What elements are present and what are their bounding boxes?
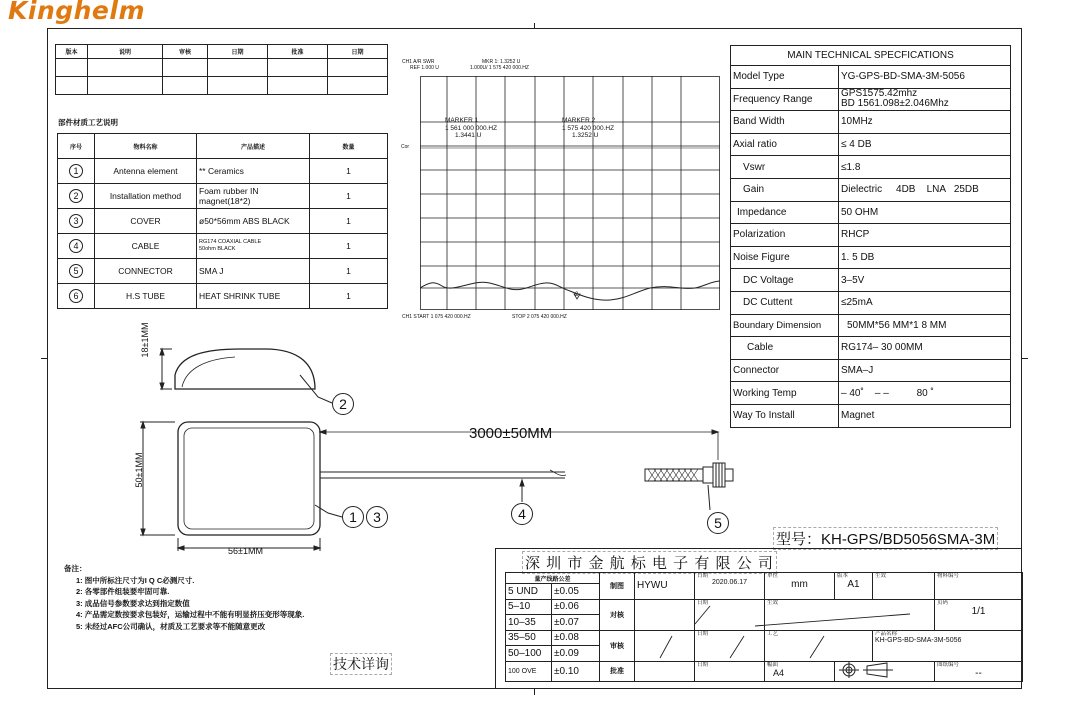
vna-marker1-value: 1.3441 U	[455, 132, 482, 139]
process-label: 工艺	[767, 630, 779, 637]
spec-label: DC Cuttent	[731, 291, 839, 314]
vna-marker1-freq: 1 561 000 000.HZ	[445, 124, 498, 132]
drawing-number-value: --	[975, 667, 982, 679]
vna-marker1-box	[445, 117, 497, 140]
tolerance-value: ±0.07	[552, 615, 600, 631]
spec-label: Vswr	[731, 156, 839, 179]
dim-length: 56±1MM	[228, 546, 263, 556]
spec-label: Working Temp	[731, 382, 839, 405]
vna-stop-label: STOP 2 075 420 000.HZ	[512, 314, 567, 320]
tolerance-value: ±0.08	[552, 630, 600, 646]
vna-marker-symbol: 2	[575, 292, 579, 298]
tolerance-value: ±0.05	[552, 584, 600, 600]
bom-row-desc: RG174 COAXIAL CABLE	[199, 239, 262, 245]
frame-tick-bottom	[534, 689, 535, 695]
bom-row-desc: Foam rubber IN	[199, 186, 259, 196]
spec-row	[731, 404, 1011, 427]
spec-value: RG174– 30 00MM	[839, 337, 1011, 360]
version-value: A1	[847, 579, 860, 590]
rev-header-desc: 说明	[88, 45, 163, 59]
spec-value: Magnet	[839, 404, 1011, 427]
spec-value: YG-GPS-BD-SMA-3M-5056	[839, 66, 1011, 89]
tolerance-range: 35–50	[506, 630, 552, 646]
bom-row-qty: 1	[310, 259, 388, 284]
callout-2: 2	[332, 393, 354, 415]
bom-row-qty: 1	[310, 159, 388, 184]
callout-5: 5	[707, 512, 729, 534]
bom-table	[57, 133, 388, 309]
spec-title: MAIN TECHNICAL SPECFICATIONS	[731, 46, 1011, 66]
spec-label: DC Voltage	[731, 269, 839, 292]
approve-label: 批准	[600, 661, 635, 681]
spec-label: Band Width	[731, 111, 839, 134]
spec-value: GPS1575.42mhz	[841, 88, 918, 100]
bom-row-number: 5	[69, 264, 83, 278]
bom-header-no: 序号	[58, 134, 95, 159]
vna-marker2-box	[562, 117, 614, 140]
note-item: 1: 图中所标注尺寸为I Q C必测尺寸.	[76, 575, 195, 585]
frame-tick-right	[1022, 358, 1028, 359]
rev-header-date: 日期	[208, 45, 268, 59]
bom-row-qty: 1	[310, 209, 388, 234]
bom-row	[58, 184, 388, 209]
note-item: 5: 未经过AFC公司确认，材质及工艺要求等不能随意更改	[76, 621, 266, 631]
bom-row-desc: ** Ceramics	[197, 159, 310, 184]
vna-header-left	[402, 59, 439, 71]
spec-row	[731, 111, 1011, 134]
bom-row-name: H.S TUBE	[95, 284, 197, 309]
sheet-value: 1/1	[971, 605, 986, 617]
bom-row-name: CONNECTOR	[95, 259, 197, 284]
vna-marker1-title: MARKER 1	[445, 117, 479, 124]
draw-label: 制图	[600, 573, 635, 600]
approve-date-label: 日期	[697, 661, 709, 668]
date-value: 2020.06.17	[711, 579, 748, 586]
spec-row	[731, 133, 1011, 156]
spec-label: Impedance	[731, 201, 839, 224]
spec-value: 50 OHM	[839, 201, 1011, 224]
note-item: 4: 产品需定数按要求包装好，运输过程中不能有明显挤压变形等现象.	[76, 610, 305, 619]
spec-table	[730, 45, 1011, 428]
bom-row-number: 2	[69, 189, 83, 203]
spec-label: Model Type	[731, 66, 839, 89]
bom-row-qty: 1	[310, 234, 388, 259]
revision-row	[56, 77, 388, 95]
spec-value: ≤25mA	[839, 291, 1011, 314]
spec-value: 3–5V	[839, 269, 1011, 292]
review-date-label: 日期	[697, 630, 709, 637]
bom-row	[58, 234, 388, 259]
revision-header-row	[56, 45, 388, 59]
spec-label: Way To Install	[731, 404, 839, 427]
bom-row-qty: 1	[310, 184, 388, 209]
frame-tick-top	[534, 23, 535, 29]
callout-3: 3	[366, 506, 388, 528]
rev-header-date2: 日期	[328, 45, 388, 59]
spec-value: Dielectric 4DB LNA 25DB	[839, 178, 1011, 201]
bom-row-desc-line2: 50ohm BLACK	[199, 246, 236, 252]
vna-scale-label: 1.000U/ 1 575 420 000.HZ	[470, 65, 529, 71]
part-number-label: 物料编号	[937, 573, 960, 579]
bom-row-name: Installation method	[95, 184, 197, 209]
tolerance-value: ±0.09	[552, 646, 600, 662]
callout-4: 4	[511, 503, 533, 525]
spec-value: SMA–J	[839, 359, 1011, 382]
check-date-label: 日期	[697, 599, 709, 606]
spec-row	[731, 66, 1011, 89]
spec-value: ≤1.8	[839, 156, 1011, 179]
vna-cor-label: Cor	[401, 144, 410, 150]
bom-row	[58, 159, 388, 184]
notes	[64, 563, 304, 632]
vna-plot	[420, 76, 720, 310]
bom-header-qty: 数量	[310, 134, 388, 159]
technical-detail-label: 技术详询	[330, 653, 392, 675]
spec-label: Boundary Dimension	[731, 314, 839, 337]
tolerance-range: 5 UND	[506, 584, 552, 600]
model-label: 型号：KH-GPS/BD5056SMA-3M	[773, 527, 998, 550]
spec-row	[731, 314, 1011, 337]
bom-header-row	[58, 134, 388, 159]
note-item: 2: 各零部件组装要牢固可靠.	[76, 587, 170, 596]
vna-marker2-value: 1.3252 U	[572, 132, 599, 139]
bom-row-number: 3	[69, 214, 83, 228]
brand-logo: Kinghelm	[8, 0, 146, 25]
drawer-name: HYWU	[635, 573, 695, 600]
spec-value: – 40˚ – – 80 ˚	[839, 382, 1011, 405]
bom-title: 部件材质工艺说明	[58, 118, 118, 127]
spec-row	[731, 291, 1011, 314]
spec-label: Frequency Range	[731, 88, 839, 111]
bom-row	[58, 209, 388, 234]
vna-marker2-freq: 1 575 420 000.HZ	[562, 124, 615, 132]
tolerance-header: 量产线路公差	[506, 573, 600, 584]
spec-value-line2: BD 1561.098±2.046Mhz	[841, 98, 949, 110]
note-item: 3: 成品信号参数要求达到指定数值	[76, 598, 190, 608]
dim-cable-length: 3000±50MM	[469, 425, 553, 442]
review-label: 审核	[600, 630, 635, 661]
signature-slashes	[600, 600, 1000, 670]
bom-row	[58, 284, 388, 309]
rev-header-review: 审核	[163, 45, 208, 59]
spec-row	[731, 88, 1011, 111]
vna-mkr-label: MKR 1: 1.3252 U	[482, 59, 521, 65]
tolerance-range: 100 OVE	[506, 661, 552, 681]
tolerance-range: 50–100	[506, 646, 552, 662]
version-label: 版本	[837, 573, 849, 579]
spec-row	[731, 224, 1011, 247]
bom-row-name: CABLE	[95, 234, 197, 259]
callout-1: 1	[342, 506, 364, 528]
spec-row	[731, 269, 1011, 292]
spec-row	[731, 382, 1011, 405]
unit-label: 单位	[767, 573, 779, 579]
date-label: 日期	[697, 573, 709, 579]
sheet-label: 页码	[937, 599, 949, 606]
drawing-number-label: 图纸编号	[937, 661, 960, 668]
spec-row	[731, 178, 1011, 201]
size-label: 幅面	[767, 661, 779, 668]
bom-row-number: 1	[69, 164, 83, 178]
spec-value: RHCP	[839, 224, 1011, 247]
spec-label: Cable	[731, 337, 839, 360]
company-name: 深 圳 市 金 航 标 电 子 有 限 公 司	[522, 551, 777, 574]
notes-title: 备注：	[64, 564, 87, 573]
bom-row-desc: SMA J	[197, 259, 310, 284]
bom-row-number: 6	[69, 289, 83, 303]
spec-label: Polarization	[731, 224, 839, 247]
bom-row-desc: HEAT SHRINK TUBE	[197, 284, 310, 309]
spec-label: Axial ratio	[731, 133, 839, 156]
bom-row-desc-line2: magnet(18*2)	[199, 196, 251, 206]
product-name-value: KH-GPS-BD-SMA-3M-5056	[875, 636, 962, 644]
spec-row	[731, 201, 1011, 224]
unit-value: mm	[791, 579, 808, 590]
bom-row-desc: ø50*56mm ABS BLACK	[197, 209, 310, 234]
spec-value: 50MM*56 MM*1 8 MM	[839, 314, 1011, 337]
spec-row	[731, 337, 1011, 360]
spec-row	[731, 359, 1011, 382]
dim-width: 50±1MM	[134, 452, 144, 488]
spec-label: Connector	[731, 359, 839, 382]
rev-header-approve: 批准	[268, 45, 328, 59]
spec-label: Gain	[731, 178, 839, 201]
tolerance-value: ±0.10	[552, 661, 600, 681]
mechanical-drawing	[110, 335, 750, 560]
vna-start-label: CH1 START 1 075 420 000.HZ	[402, 314, 471, 320]
revision-row	[56, 59, 388, 77]
spec-row	[731, 246, 1011, 269]
spec-row	[731, 156, 1011, 179]
spec-value: ≤ 4 DB	[839, 133, 1011, 156]
bom-row-name: Antenna element	[95, 159, 197, 184]
bom-row-qty: 1	[310, 284, 388, 309]
tolerance-range: 5–10	[506, 599, 552, 615]
check-label: 对核	[600, 599, 635, 630]
product-name-label: 产品名称	[875, 630, 898, 637]
bom-header-name: 物料名称	[95, 134, 197, 159]
size-value: A4	[773, 667, 785, 678]
vna-ref-label: REF 1.000 U	[410, 65, 439, 71]
material-label: 生效	[767, 599, 779, 606]
vna-marker2-title: MARKER 2	[562, 117, 596, 124]
bom-header-desc: 产品描述	[197, 134, 310, 159]
bom-row	[58, 259, 388, 284]
effective-label: 生效	[875, 573, 887, 579]
tolerance-value: ±0.06	[552, 599, 600, 615]
vna-header-mid	[470, 59, 529, 71]
bom-row-name: COVER	[95, 209, 197, 234]
spec-value: 1. 5 DB	[839, 246, 1011, 269]
spec-label: Noise Figure	[731, 246, 839, 269]
rev-header-version: 版本	[56, 45, 88, 59]
vna-channel-label: CH1 A/R SWR	[402, 59, 435, 65]
revision-table	[55, 44, 388, 95]
frame-tick-left	[41, 358, 47, 359]
spec-value: 10MHz	[839, 111, 1011, 134]
dim-height: 18±1MM	[140, 322, 150, 358]
tolerance-range: 10–35	[506, 615, 552, 631]
bom-row-number: 4	[69, 239, 83, 253]
